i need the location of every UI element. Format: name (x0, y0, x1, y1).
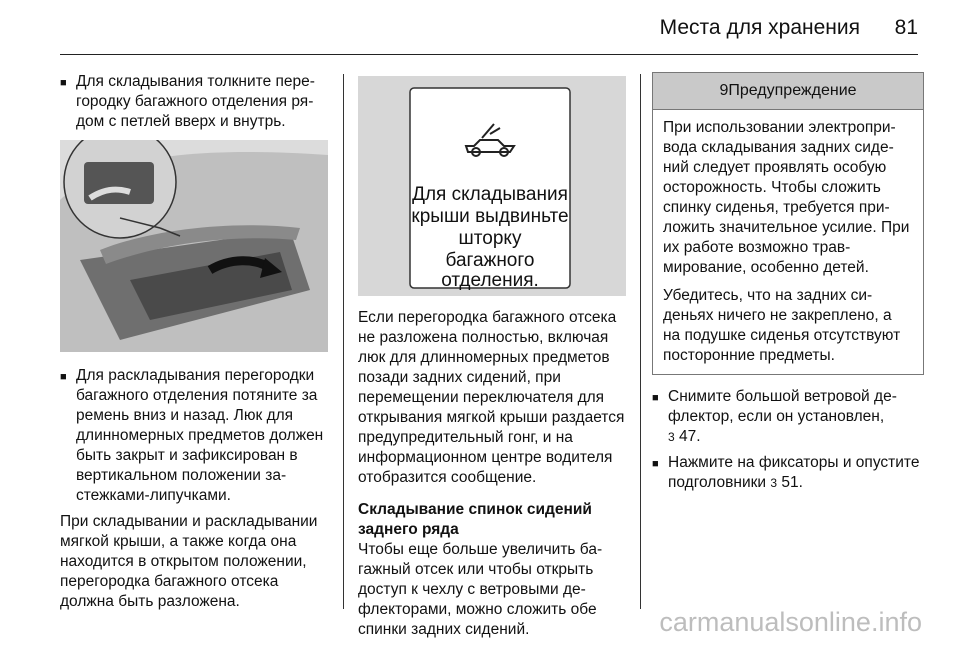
display-line: крыши выдвиньте (411, 206, 569, 227)
page-number: 81 (894, 16, 918, 39)
page-reference: 47. (679, 428, 701, 445)
bullet-text (668, 453, 924, 493)
bullet-square-icon: ■ (652, 392, 659, 404)
page-reference-icon: 3 (668, 430, 675, 444)
column-divider-right (640, 74, 641, 609)
left-column (60, 72, 328, 618)
header-rule (60, 54, 918, 55)
column-divider-left (343, 74, 344, 609)
bullet-square-icon: ■ (60, 77, 67, 89)
bullet-body: Нажмите на фиксаторы и опустите подголовники (668, 454, 920, 491)
bullet-body: Снимите большой ветровой дефлектор, если он установлен, (668, 388, 897, 425)
page-reference: 51. (781, 474, 803, 491)
page-reference-icon: 3 (770, 476, 778, 490)
bullet-item (652, 387, 924, 447)
section-subheading: Складывание спинок сидений заднего ряда (358, 501, 592, 538)
warning-paragraph: Убедитесь, что на задних сиденьях ничего не закреплено, а на подушке сиденья отсутствуют посторонние предметы. (663, 287, 901, 364)
bullet-square-icon: ■ (60, 371, 67, 383)
right-column (652, 72, 924, 499)
bullet-item (60, 72, 328, 132)
watermark: carmanualsonline.info (659, 607, 922, 637)
bullet-square-icon: ■ (652, 458, 659, 470)
warning-body (653, 110, 923, 374)
body-paragraph: Если перегородка багажного отсека не разложена полностью, включая люк для длинномерных предметов позади задних сидений, при перемещении переключателя для открывания мягкой крыши раздается предупредительный гонг, и на информационном центре водителя отобразится сообщение. (358, 309, 625, 486)
body-paragraph: Чтобы еще больше увеличить багажный отсек или чтобы открыть доступ к чехлу с ветровыми дефлекторами, можно сложить обе спинки задних сидений. (358, 541, 603, 638)
warning-header (653, 73, 923, 110)
bullet-item (652, 453, 924, 493)
display-line: шторку (458, 228, 522, 249)
info-display-graphic (358, 76, 626, 296)
display-line: отделения. (441, 270, 539, 291)
page-title: Места для хранения (659, 16, 860, 39)
middle-column (358, 72, 626, 646)
warning-title: Предупреждение (728, 82, 857, 99)
warning-box (652, 72, 924, 375)
display-line: багажного (445, 250, 535, 271)
display-line: Для складывания (412, 184, 568, 205)
trunk-partition-photo (60, 140, 328, 352)
bullet-text (668, 387, 924, 447)
bullet-text: Для складывания толкните перегородку багажного отделения рядом с петлей вверх и внутрь. (76, 73, 315, 130)
bullet-text: Для раскладывания перегородки багажного отделения потяните за ремень вниз и назад. Люк для длинномерных предметов должен быть закрыт и зафиксирован в вертикальном положении застежками-липучками. (76, 367, 324, 504)
warning-paragraph: При использовании электропривода складывания задних сидений следует проявлять особую осторожность. Чтобы сложить спинку сиденья, требуется приложить значительное усилие. При их работе возможно травмирование, особенно детей. (663, 119, 910, 276)
bullet-item (60, 366, 328, 506)
body-paragraph: При складывании и раскладывании мягкой крыши, а также когда она находится в открытом положении, перегородка багажного отсека должна быть разложена. (60, 513, 318, 610)
warning-triangle-icon: 9 (719, 82, 729, 99)
